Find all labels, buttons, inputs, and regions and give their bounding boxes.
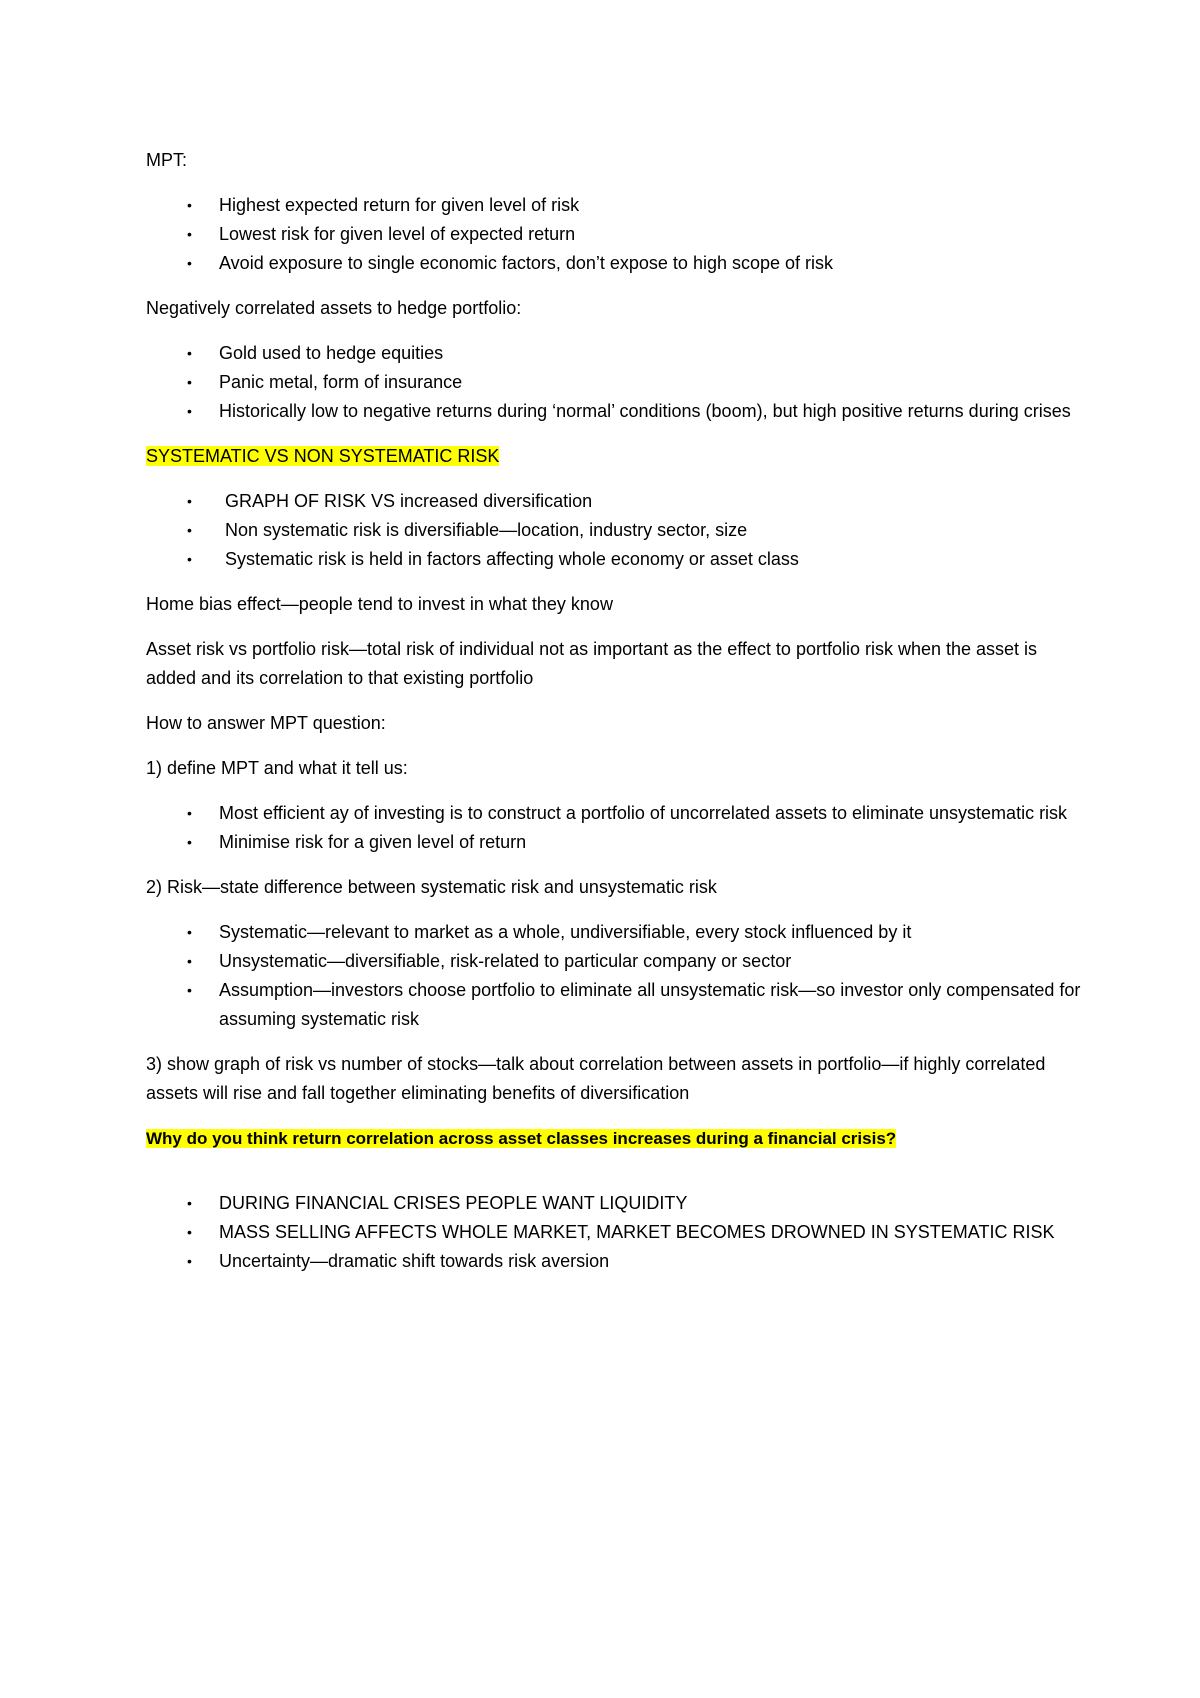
asset-risk-paragraph: Asset risk vs portfolio risk—total risk of individual not as important as the effect to portfolio risk when the asset is added and its correlation to that existing portfolio	[146, 639, 1038, 688]
document-body	[146, 146, 1086, 1292]
list-item: • Panic metal, form of insurance	[146, 368, 1086, 397]
list-item: • Gold used to hedge equities	[146, 339, 1086, 368]
bullet-icon: •	[187, 493, 192, 509]
bullet-icon: •	[187, 255, 192, 271]
systematic-heading	[146, 442, 1086, 471]
bullet-icon: •	[187, 522, 192, 538]
step3-paragraph: 3) show graph of risk vs number of stocks—talk about correlation between assets in portfolio—if highly correlated assets will rise and fall together eliminating benefits of diversification	[146, 1054, 1046, 1103]
highlighted-heading: SYSTEMATIC VS NON SYSTEMATIC RISK	[146, 446, 500, 466]
step2-heading: 2) Risk—state difference between systematic risk and unsystematic risk	[146, 877, 717, 897]
list-item: • Unsystematic—diversifiable, risk-related to particular company or sector	[146, 947, 1086, 976]
list-item: • DURING FINANCIAL CRISES PEOPLE WANT LIQUIDITY	[146, 1189, 1086, 1218]
bullet-icon: •	[187, 551, 192, 567]
step2-list	[146, 918, 1086, 1034]
list-item: • Minimise risk for a given level of return	[146, 828, 1086, 857]
bullet-icon: •	[187, 982, 192, 998]
question-list	[146, 1189, 1086, 1276]
bullet-icon: •	[187, 345, 192, 361]
mpt-heading: MPT:	[146, 150, 188, 170]
step1-list	[146, 799, 1086, 857]
bullet-icon: •	[187, 834, 192, 850]
howto-heading: How to answer MPT question:	[146, 713, 386, 733]
bullet-icon: •	[187, 805, 192, 821]
bullet-icon: •	[187, 1224, 192, 1240]
list-item: • Uncertainty—dramatic shift towards risk aversion	[146, 1247, 1086, 1276]
list-item: • Non systematic risk is diversifiable—location, industry sector, size	[146, 516, 1086, 545]
bullet-icon: •	[187, 374, 192, 390]
systematic-list	[146, 487, 1086, 574]
list-item: • Systematic—relevant to market as a whole, undiversifiable, every stock influenced by it	[146, 918, 1086, 947]
bullet-icon: •	[187, 924, 192, 940]
list-item: • Assumption—investors choose portfolio to eliminate all unsystematic risk—so investor only compensated for assuming systematic risk	[146, 976, 1086, 1034]
bullet-icon: •	[187, 226, 192, 242]
bullet-icon: •	[187, 1195, 192, 1211]
bullet-icon: •	[187, 1253, 192, 1269]
list-item: • Highest expected return for given level of risk	[146, 191, 1086, 220]
list-item: • Lowest risk for given level of expected return	[146, 220, 1086, 249]
mpt-list	[146, 191, 1086, 278]
spacer	[146, 1169, 1086, 1189]
negcorr-heading: Negatively correlated assets to hedge portfolio:	[146, 298, 522, 318]
question-heading	[146, 1124, 1086, 1153]
negcorr-list	[146, 339, 1086, 426]
bullet-icon: •	[187, 953, 192, 969]
list-item: • MASS SELLING AFFECTS WHOLE MARKET, MARKET BECOMES DROWNED IN SYSTEMATIC RISK	[146, 1218, 1086, 1247]
list-item: • GRAPH OF RISK VS increased diversification	[146, 487, 1086, 516]
highlighted-question: Why do you think return correlation across asset classes increases during a financial crisis?	[146, 1129, 897, 1148]
step1-heading: 1) define MPT and what it tell us:	[146, 758, 408, 778]
list-item: • Avoid exposure to single economic factors, don’t expose to high scope of risk	[146, 249, 1086, 278]
list-item: • Historically low to negative returns during ‘normal’ conditions (boom), but high positive returns during crises	[146, 397, 1086, 426]
list-item: • Systematic risk is held in factors affecting whole economy or asset class	[146, 545, 1086, 574]
home-bias-paragraph: Home bias effect—people tend to invest in what they know	[146, 594, 613, 614]
bullet-icon: •	[187, 197, 192, 213]
bullet-icon: •	[187, 403, 192, 419]
list-item: • Most efficient ay of investing is to construct a portfolio of uncorrelated assets to eliminate unsystematic risk	[146, 799, 1086, 828]
